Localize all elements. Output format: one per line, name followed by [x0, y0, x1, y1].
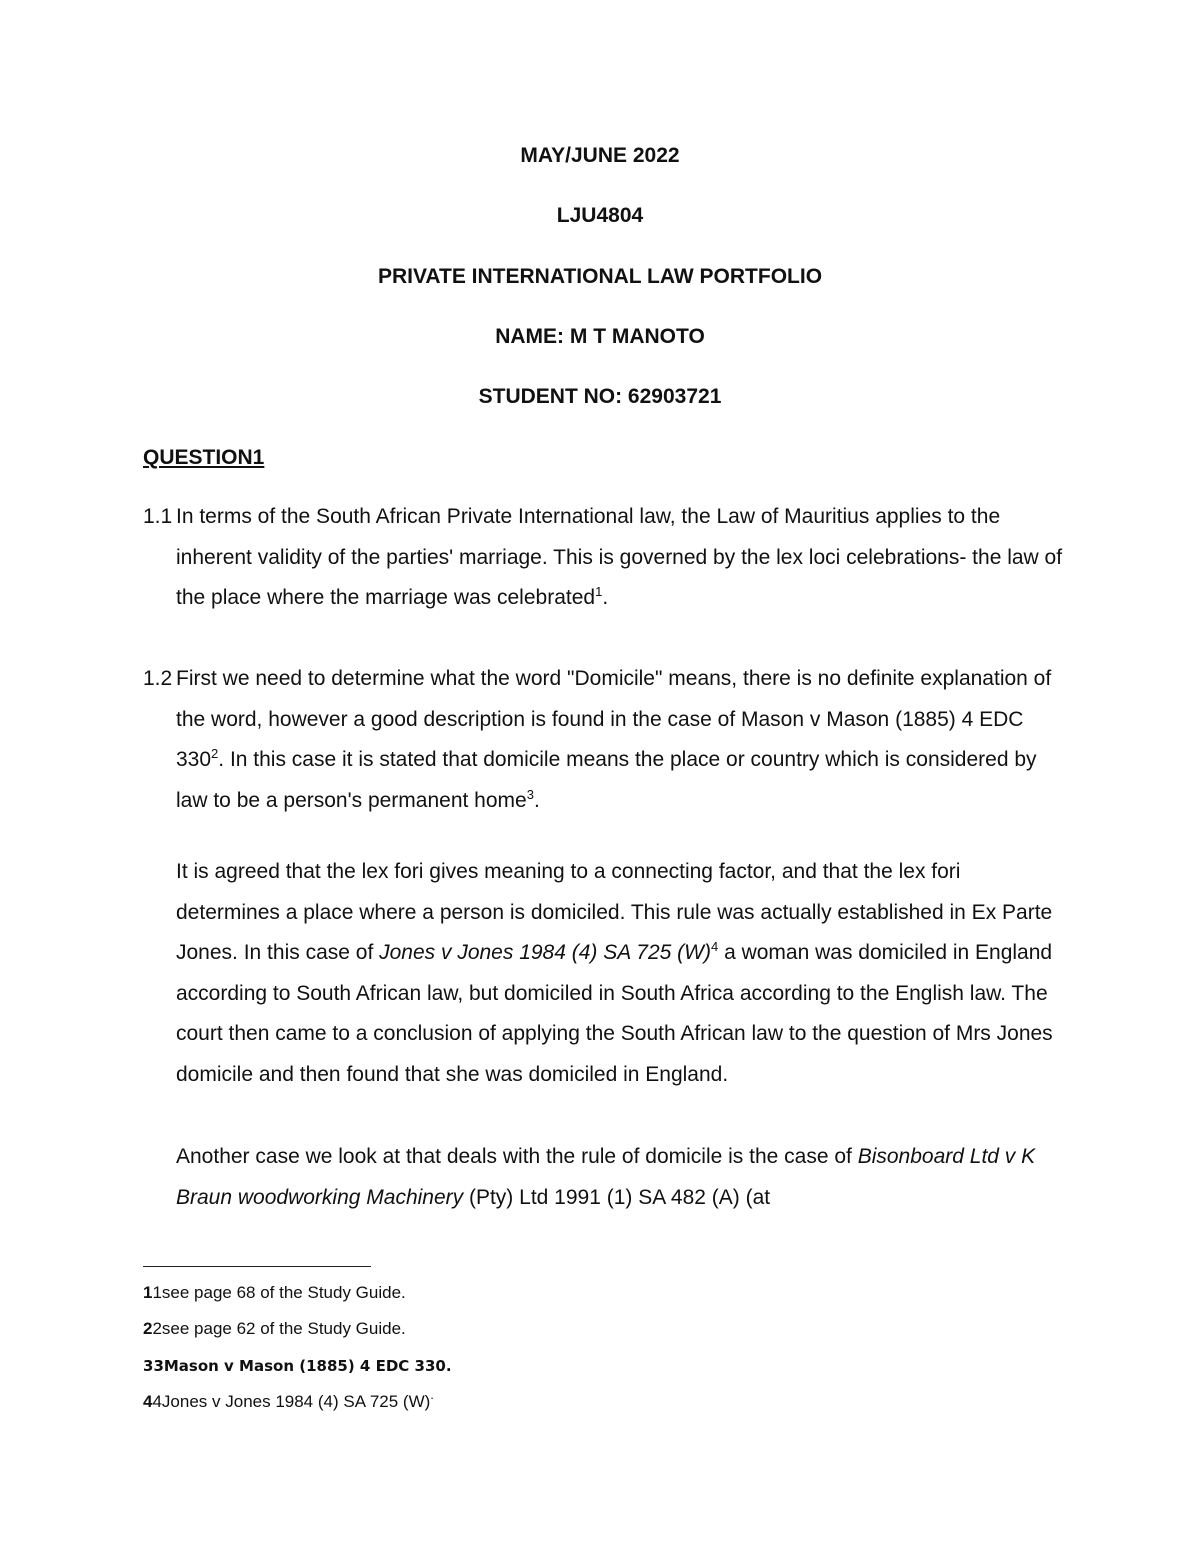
- footnote-1: 11see page 68 of the Study Guide.: [143, 1283, 406, 1302]
- module-code: LJU4804: [556, 204, 644, 227]
- question-heading: QUESTION1: [143, 446, 265, 469]
- paragraph-body: First we need to determine what the word "Domicile" means, there is no definite explanation of the word, however a good description is found in the case of Mason v Mason (1885) 4 EDC $330^2$. In this case it is stated that domicile means the place or country which is considered by law to be a person's permanent home$^3$.: [176, 667, 1052, 812]
- paragraph-1-2: [143, 659, 1063, 821]
- student-number: STUDENT NO: 62903721: [478, 385, 722, 408]
- exam-session: MAY/JUNE 2022: [520, 144, 680, 167]
- paragraph-body: In terms of the South African Private International law, the Law of Mauritius applies to the inherent validity of the parties' marriage. This is governed by the lex loci celebrations- the law of the place where the marriage was celebrated$^1$.: [176, 505, 1063, 609]
- footnote-ref[interactable]: 3: [526, 786, 534, 802]
- footnote-ref[interactable]: 4: [711, 939, 719, 954]
- document-title: PRIVATE INTERNATIONAL LAW PORTFOLIO: [377, 265, 823, 288]
- paragraph-number: 1.1: [143, 505, 173, 528]
- paragraph-1-1: [143, 497, 1063, 619]
- footnote-separator: [143, 1266, 371, 1267]
- footnote-4: 44Jones v Jones 1984 (4) SA 725 (W).: [143, 1387, 434, 1411]
- paragraph-bisonboard: Another case we look at that deals with the rule of domicile is the case of Bisonboard Ltd v K Braun woodworking Machinery (Pty) Ltd 1991 (1) SA 482 (A) (at: [176, 1145, 1036, 1209]
- case-citation: Bisonboard Ltd v K Braun woodworking Machinery: [176, 1145, 1036, 1209]
- paragraph-number: 1.2: [143, 667, 173, 690]
- student-name: NAME: M T MANOTO: [495, 325, 705, 348]
- footnote-ref[interactable]: 1: [595, 584, 603, 599]
- paragraph-lex-fori: It is agreed that the lex fori gives meaning to a connecting factor, and that the lex fori determines a place where a person is domiciled. This rule was actually established in Ex Parte Jones. In this case of Jones v Jones 1984 (4) SA 725 $(W)^4$ a woman was domiciled in England according to South African law, but domiciled in South Africa according to the English law. The court then came to a conclusion of applying the South African law to the question of Mrs Jones domicile and then found that she was domiciled in England.: [176, 860, 1053, 1086]
- footnote-2: 22see page 62 of the Study Guide.: [143, 1319, 406, 1338]
- case-citation: Jones v Jones 1984 (4) SA 725 (W): [379, 941, 711, 964]
- footnote-3: 33Mason v Mason (1885) 4 EDC 330.: [143, 1357, 452, 1375]
- footnote-ref[interactable]: 2: [211, 746, 219, 761]
